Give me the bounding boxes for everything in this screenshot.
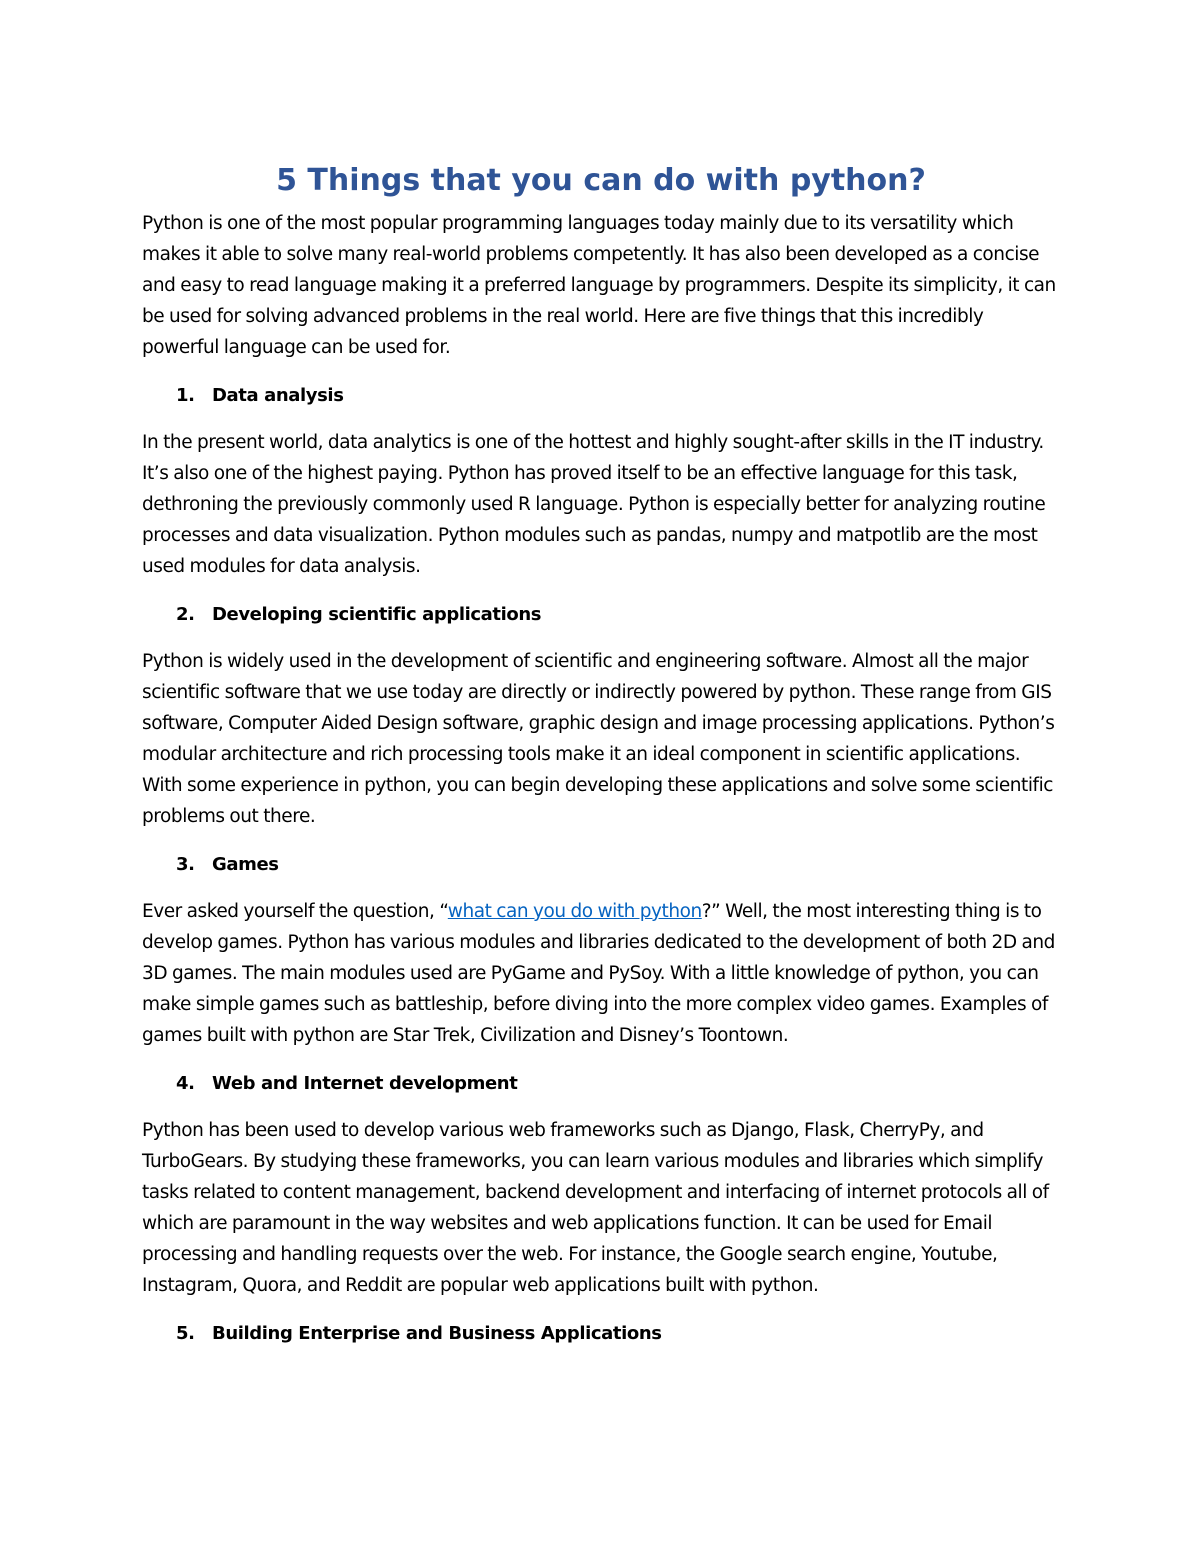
list-number: 3. [176,854,195,875]
section-heading-data-analysis [142,381,1060,411]
list-number: 5. [176,1323,195,1344]
list-number: 4. [176,1073,195,1094]
games-body-after-link: ?” Well, the most interesting thing is to develop games. Python has various modules and libraries dedicated to the development of both 2D and 3D games. The main modules used are PyGame and PySoy. With a little knowledge of python, you can make simple games such as battleship, before diving into the more complex video games. Examples of games built with python are Star Trek, Civilization and Disney’s Toontown. [142,901,1055,1046]
section-heading-enterprise-applications [142,1319,1060,1349]
section-heading-scientific-applications [142,600,1060,630]
section-heading-web-development [142,1069,1060,1099]
games-body-before-link: Ever asked yourself the question, “ [142,901,448,922]
section-body-data-analysis: In the present world, data analytics is one of the hottest and highly sought-after skills in the IT industry. It’s also one of the highest paying. Python has proved itself to be an effective language for this task, dethroning the previously commonly used R language. Python is especially better for analyzing routine processes and data visualization. Python modules such as pandas, numpy and matpotlib are the most used modules for data analysis. [142,432,1046,577]
document-content [142,158,1060,1365]
section-heading-text: Games [212,854,279,875]
section-body-games [142,896,1060,1051]
section-heading-text: Developing scientific applications [212,604,542,625]
intro-paragraph: Python is one of the most popular programming languages today mainly due to its versatility which makes it able to solve many real-world problems competently. It has also been developed as a concise and easy to read language making it a preferred language by programmers. Despite its simplicity, it can be used for solving advanced problems in the real world. Here are five things that this incredibly powerful language can be used for. [142,213,1056,358]
section-body-web-development: Python has been used to develop various web frameworks such as Django, Flask, CherryPy, and TurboGears. By studying these frameworks, you can learn various modules and libraries which simplify tasks related to content management, backend development and interfacing of internet protocols all of which are paramount in the way websites and web applications function. It can be used for Email processing and handling requests over the web. For instance, the Google search engine, Youtube, Instagram, Quora, and Reddit are popular web applications built with python. [142,1120,1049,1296]
section-body-scientific-applications: Python is widely used in the development of scientific and engineering software. Almost all the major scientific software that we use today are directly or indirectly powered by python. These range from GIS software, Computer Aided Design software, graphic design and image processing applications. Python’s modular architecture and rich processing tools make it an ideal component in scientific applications. With some experience in python, you can begin developing these applications and solve some scientific problems out there. [142,651,1055,827]
list-number: 1. [176,385,195,406]
list-number: 2. [176,604,195,625]
section-heading-text: Web and Internet development [212,1073,518,1094]
what-can-you-do-with-python-link[interactable]: what can you do with python [447,901,702,922]
section-heading-games [142,850,1060,880]
document-title: 5 Things that you can do with python? [276,163,926,198]
section-heading-text: Data analysis [212,385,344,406]
section-heading-text: Building Enterprise and Business Applications [212,1323,662,1344]
